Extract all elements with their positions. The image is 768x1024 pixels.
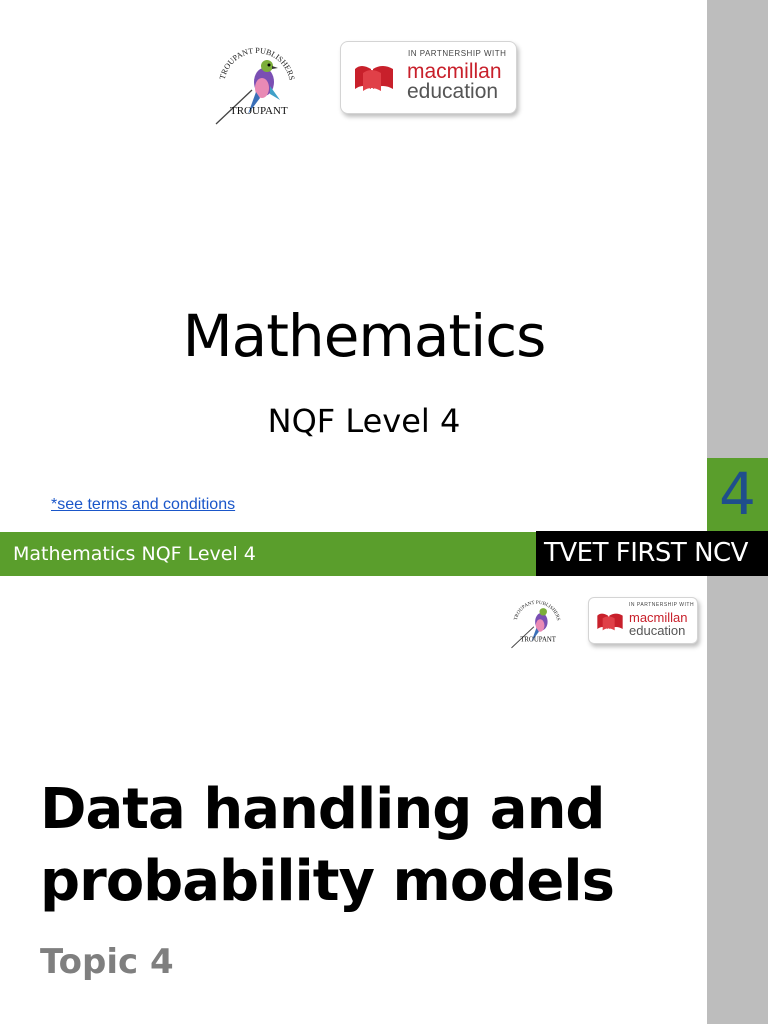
- book-title: Mathematics: [182, 302, 546, 370]
- topic-slide: [0, 576, 768, 1024]
- bird-icon: [212, 42, 302, 126]
- topic-title: [40, 774, 700, 918]
- level-badge: 4: [707, 458, 768, 531]
- troupant-logo-small: [509, 596, 565, 650]
- macmillan-education: education: [629, 623, 686, 638]
- macmillan-name: macmillan: [407, 60, 502, 83]
- macmillan-education: education: [407, 80, 499, 103]
- footer-tvet-label: TVET FIRST NCV: [544, 538, 748, 568]
- side-gray-bar: [707, 0, 768, 458]
- bird-icon: [509, 596, 565, 650]
- macmillan-logo: [340, 41, 517, 114]
- troupant-logo: [212, 42, 302, 126]
- footer-green-band: [0, 532, 536, 576]
- macmillan-partner-text: IN PARTNERSHIP WITH: [629, 602, 695, 608]
- topic-title-line-1: Data handling and: [40, 777, 605, 842]
- macmillan-m-icon: [596, 609, 624, 633]
- book-subtitle: NQF Level 4: [267, 402, 461, 440]
- troupant-ring-text: TROUPANT PUBLISHERS: [217, 45, 297, 82]
- side-gray-bar: [707, 576, 768, 1024]
- macmillan-name: macmillan: [629, 610, 688, 625]
- topic-title-line-2: probability models: [40, 849, 614, 914]
- troupant-ring-text: TROUPANT PUBLISHERS: [513, 600, 561, 622]
- terms-link[interactable]: *see terms and conditions: [51, 496, 236, 513]
- troupant-wordmark: TROUPANT: [520, 636, 556, 644]
- footer-black-band: [536, 531, 768, 576]
- macmillan-m-icon: [353, 59, 395, 95]
- macmillan-partner-text: IN PARTNERSHIP WITH: [408, 49, 507, 58]
- troupant-wordmark: TROUPANT: [230, 105, 288, 117]
- topic-number: Topic 4: [40, 942, 174, 982]
- footer-series-label: Mathematics NQF Level 4: [13, 543, 256, 565]
- macmillan-logo-small: [588, 597, 698, 644]
